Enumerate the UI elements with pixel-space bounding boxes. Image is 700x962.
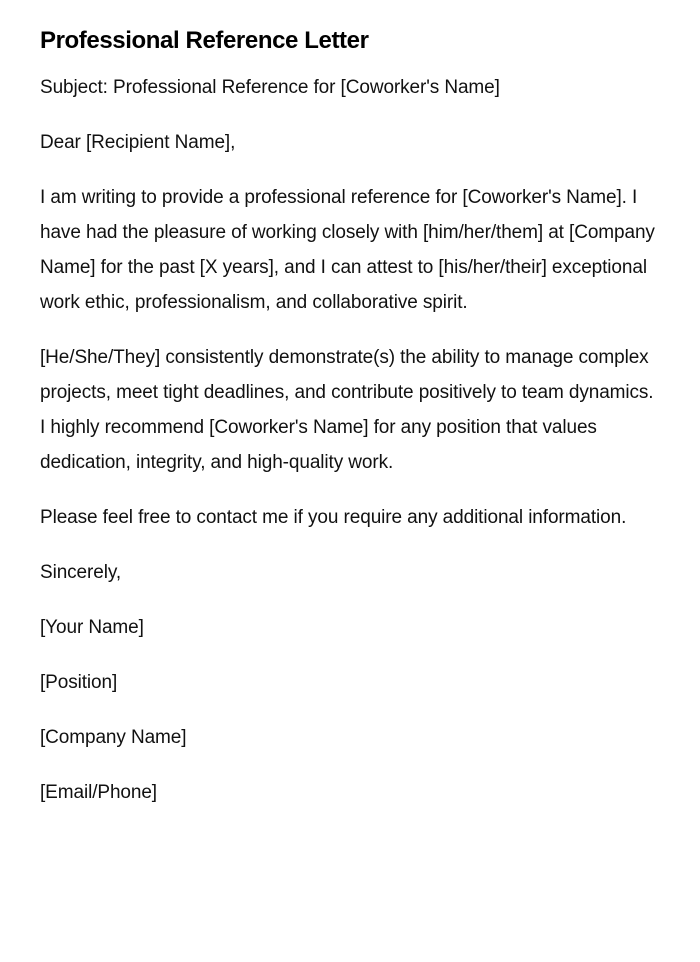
signature-position: [Position] [40, 672, 118, 693]
body-paragraph-recommendation: [He/She/They] consistently demonstrate(s) the ability to manage complex projects, meet tight deadlines, and contribute positively to team dynamics. I highly recommend [Coworker's Name] for any position that values dedication, integrity, and high-quality work. [40, 347, 654, 473]
signature-company: [Company Name] [40, 727, 187, 748]
salutation: Dear [Recipient Name], [40, 132, 236, 153]
subject-line: Subject: Professional Reference for [Coworker's Name] [40, 77, 500, 98]
signature-name: [Your Name] [40, 617, 144, 638]
signature-contact: [Email/Phone] [40, 782, 157, 803]
body-paragraph-contact: Please feel free to contact me if you require any additional information. [40, 507, 627, 528]
closing: Sincerely, [40, 562, 122, 583]
document-title: Professional Reference Letter [40, 27, 369, 54]
body-paragraph-intro: I am writing to provide a professional reference for [Coworker's Name]. I have had the pleasure of working closely with [him/her/them] at [Company Name] for the past [X years], and I can attest to [his/her/their] exceptional work ethic, professionalism, and collaborative spirit. [40, 187, 655, 313]
